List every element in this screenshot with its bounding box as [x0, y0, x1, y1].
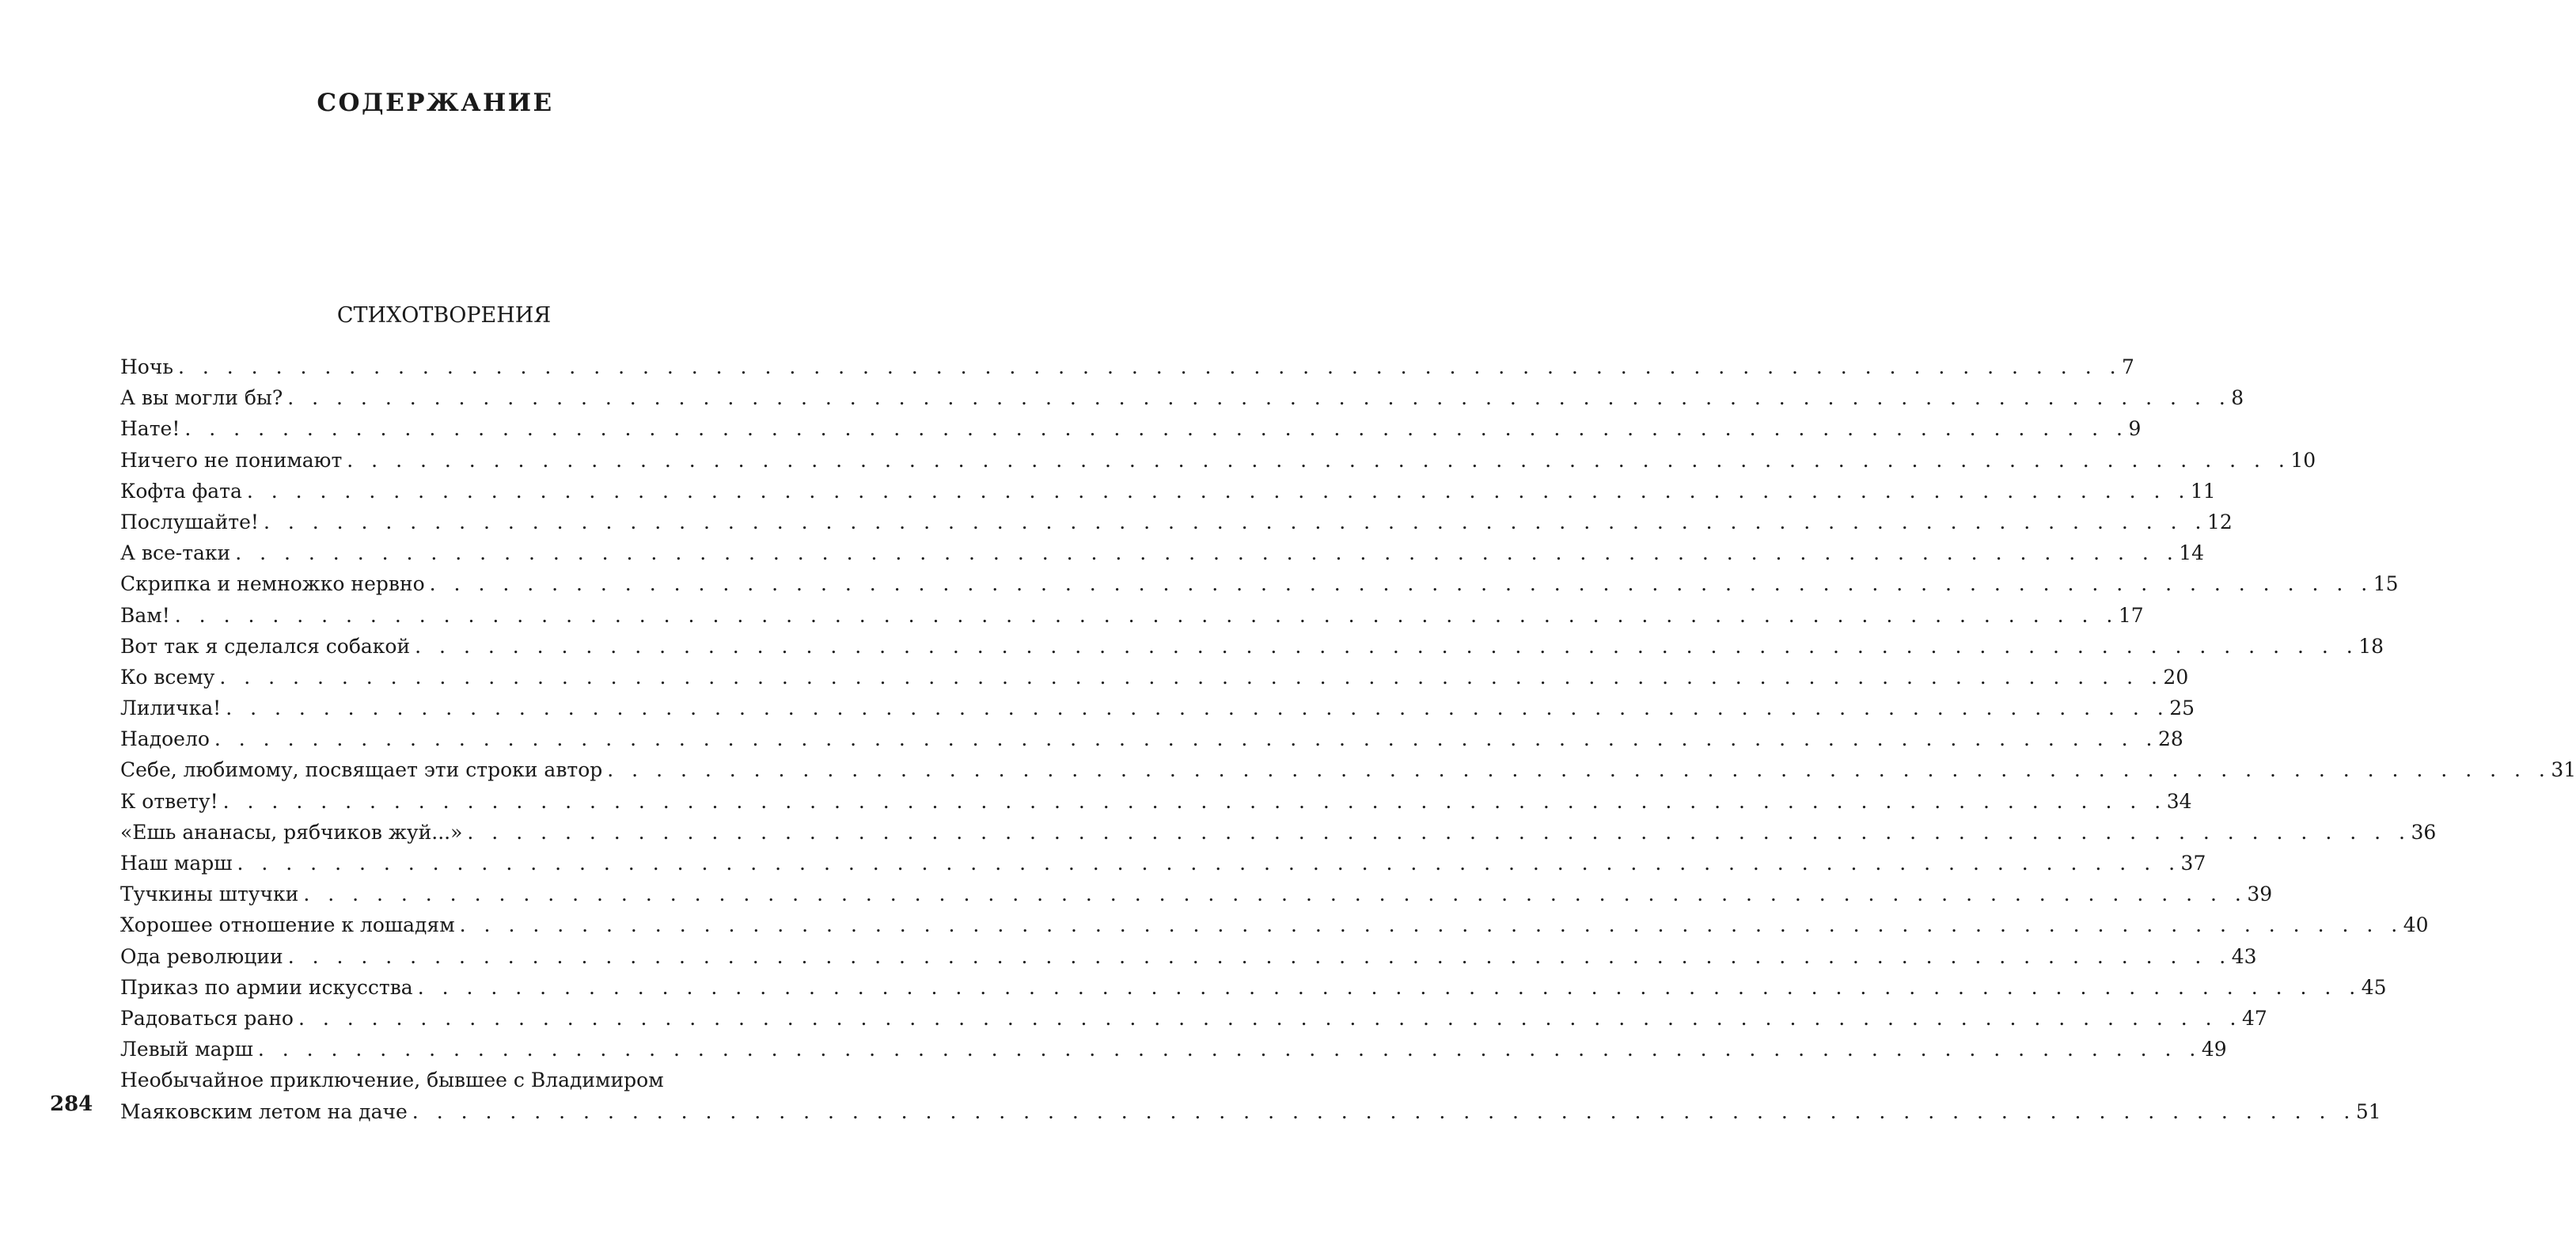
toc-entry: [120, 941, 2257, 972]
toc-entry-title: Вот так я сделался собакой: [120, 634, 411, 658]
toc-entry: [120, 568, 2399, 599]
toc-entry-title: Ода революции: [120, 944, 283, 968]
toc-entry-page: 51: [2355, 1099, 2381, 1123]
toc-entry-page: 14: [2179, 541, 2205, 565]
toc-entry: [120, 817, 2437, 848]
toc-entry-title: Хорошее отношение к лошадям: [120, 913, 455, 937]
toc-entry-title: Радоваться рано: [120, 1006, 294, 1030]
toc-leader-dots: . . . . . . . . . . . . . . . . . . . . . . . . . . . . . . . . . . . . . . . . . . . . . . . . . . . . . . . . . . . . . . . . . . . . . . . . . . . . . . . .: [607, 758, 2551, 782]
toc-entry: [120, 382, 2244, 413]
toc-leader-dots: . . . . . . . . . . . . . . . . . . . . . . . . . . . . . . . . . . . . . . . . . . . . . . . . . . . . . . . . . . . . . . . . . . . . . . . . . . . . . . . .: [263, 510, 2207, 533]
toc-entry-line2: [120, 1096, 2381, 1127]
toc-entry: [120, 786, 2192, 817]
toc-entry: [120, 848, 2206, 879]
toc-entry-title: Вам!: [120, 603, 170, 627]
toc-leader-dots: . . . . . . . . . . . . . . . . . . . . . . . . . . . . . . . . . . . . . . . . . . . . . . . . . . . . . . . . . . . . . . . . . . . . . . . . . . . . . . . .: [174, 603, 2119, 627]
toc-entry: [120, 754, 2576, 785]
toc-entry: [120, 413, 2142, 444]
table-of-contents: [120, 351, 2576, 1127]
toc-entry-page: 43: [2231, 944, 2257, 968]
toc-entry: [120, 909, 2429, 940]
toc-entry-title: Лиличка!: [120, 697, 222, 720]
toc-entry: [120, 507, 2233, 537]
toc-leader-dots: . . . . . . . . . . . . . . . . . . . . . . . . . . . . . . . . . . . . . . . . . . . . . . . . . . . . . . . . . . . . . . . . . . . . . . . . . . . . . . . .: [178, 355, 2123, 378]
toc-leader-dots: . . . . . . . . . . . . . . . . . . . . . . . . . . . . . . . . . . . . . . . . . . . . . . . . . . . . . . . . . . . . . . . . . . . . . . . . . . . . . . . .: [237, 852, 2181, 875]
toc-entry-title: «Ешь ананасы, рябчиков жуй...»: [120, 820, 463, 844]
toc-entry-title: К ответу!: [120, 789, 218, 813]
toc-entry-title-cont: Маяковским летом на даче: [120, 1099, 408, 1123]
toc-leader-dots: . . . . . . . . . . . . . . . . . . . . . . . . . . . . . . . . . . . . . . . . . . . . . . . . . . . . . . . . . . . . . . . . . . . . . . . . . . . . . . . .: [467, 820, 2411, 844]
toc-entry-title: Нате!: [120, 417, 180, 441]
toc-leader-dots: . . . . . . . . . . . . . . . . . . . . . . . . . . . . . . . . . . . . . . . . . . . . . . . . . . . . . . . . . . . . . . . . . . . . . . . . . . . . . . . .: [429, 572, 2373, 596]
page-title: СОДЕРЖАНИЕ: [317, 89, 554, 117]
toc-entry-page: 49: [2201, 1038, 2227, 1061]
toc-entry: [120, 662, 2189, 693]
toc-entry-page: 11: [2190, 479, 2216, 503]
toc-entry-page: 25: [2169, 697, 2195, 720]
toc-entry-line1: [120, 1065, 768, 1095]
toc-leader-dots: . . . . . . . . . . . . . . . . . . . . . . . . . . . . . . . . . . . . . . . . . . . . . . . . . . . . . . . . . . . . . . . . . . . . . . . . . . . . . . . .: [415, 634, 2359, 658]
toc-entry-title: Ночь: [120, 355, 173, 378]
toc-entry: [120, 1034, 2227, 1065]
toc-entry-page: 39: [2247, 883, 2273, 906]
toc-entry-title: Наш марш: [120, 852, 233, 875]
toc-entry: [120, 445, 2316, 476]
toc-leader-dots: . . . . . . . . . . . . . . . . . . . . . . . . . . . . . . . . . . . . . . . . . . . . . . . . . . . . . . . . . . . . . . . . . . . . . . . . . . . . . . . .: [219, 665, 2164, 689]
toc-entry-page: 36: [2411, 820, 2437, 844]
toc-entry-page: 34: [2166, 789, 2192, 813]
toc-entry-title: Ко всему: [120, 665, 215, 689]
toc-entry-page: 7: [2122, 355, 2134, 378]
toc-entry: [120, 537, 2205, 568]
toc-entry-title: Кофта фата: [120, 479, 242, 503]
toc-entry-page: 17: [2118, 603, 2144, 627]
toc-leader-dots: . . . . . . . . . . . . . . . . . . . . . . . . . . . . . . . . . . . . . . . . . . . . . . . . . . . . . . . . . . . . . . . . . . . . . . . . . . . . . . . .: [246, 479, 2191, 503]
toc-entry-title: Левый марш: [120, 1038, 253, 1061]
toc-entry-title: А все-таки: [120, 541, 231, 565]
toc-entry: [120, 693, 2195, 723]
toc-entry-title: Надоело: [120, 727, 210, 751]
toc-entry: [120, 476, 2216, 507]
toc-leader-dots: . . . . . . . . . . . . . . . . . . . . . . . . . . . . . . . . . . . . . . . . . . . . . . . . . . . . . . . . . . . . . . . . . . . . . . . . . . . . . . . .: [459, 913, 2403, 937]
toc-leader-dots: . . . . . . . . . . . . . . . . . . . . . . . . . . . . . . . . . . . . . . . . . . . . . . . . . . . . . . . . . . . . . . . . . . . . . . . . . . . . . . . .: [347, 448, 2291, 472]
section-title: СТИХОТВОРЕНИЯ: [336, 303, 552, 328]
toc-entry: [120, 723, 2183, 754]
toc-leader-dots: . . . . . . . . . . . . . . . . . . . . . . . . . . . . . . . . . . . . . . . . . . . . . . . . . . . . . . . . . . . . . . . . . . . . . . . . . . . . . . . .: [287, 386, 2232, 410]
toc-leader-dots: . . . . . . . . . . . . . . . . . . . . . . . . . . . . . . . . . . . . . . . . . . . . . . . . . . . . . . . . . . . . . . . . . . . . . . . . . . . . . . . .: [222, 789, 2167, 813]
toc-entry-page: 20: [2163, 665, 2189, 689]
toc-entry: [120, 1003, 2267, 1034]
toc-entry-page: 28: [2157, 727, 2183, 751]
toc-entry: [120, 600, 2144, 631]
toc-leader-dots: . . . . . . . . . . . . . . . . . . . . . . . . . . . . . . . . . . . . . . . . . . . . . . . . . . . . . . . . . . . . . . . . . . . . . . . . . . . . . . . .: [287, 944, 2232, 968]
toc-leader-dots: . . . . . . . . . . . . . . . . . . . . . . . . . . . . . . . . . . . . . . . . . . . . . . . . . . . . . . . . . . . . . . . . . . . . . . . . . . . . . . . .: [412, 1099, 2356, 1123]
toc-entry: [120, 351, 2134, 382]
toc-entry-page: 12: [2206, 510, 2233, 533]
toc-leader-dots: . . . . . . . . . . . . . . . . . . . . . . . . . . . . . . . . . . . . . . . . . . . . . . . . . . . . . . . . . . . . . . . . . . . . . . . . . . . . . . . .: [298, 1006, 2242, 1030]
toc-leader-dots: . . . . . . . . . . . . . . . . . . . . . . . . . . . . . . . . . . . . . . . . . . . . . . . . . . . . . . . . . . . . . . . . . . . . . . . . . . . . . . . .: [235, 541, 2180, 565]
toc-entry-title: Послушайте!: [120, 510, 259, 533]
toc-leader-dots: . . . . . . . . . . . . . . . . . . . . . . . . . . . . . . . . . . . . . . . . . . . . . . . . . . . . . . . . . . . . . . . . . . . . . . . . . . . . . . . .: [226, 697, 2170, 720]
toc-entry-page: 8: [2231, 386, 2244, 410]
toc-leader-dots: . . . . . . . . . . . . . . . . . . . . . . . . . . . . . . . . . . . . . . . . . . . . . . . . . . . . . . . . . . . . . . . . . . . . . . . . . . . . . . . .: [303, 883, 2248, 906]
toc-entry-page: 47: [2241, 1006, 2267, 1030]
toc-leader-dots: . . . . . . . . . . . . . . . . . . . . . . . . . . . . . . . . . . . . . . . . . . . . . . . . . . . . . . . . . . . . . . . . . . . . . . . . . . . . . . . .: [417, 975, 2362, 999]
toc-entry-page: 9: [2128, 417, 2142, 441]
toc-entry-title: Тучкины штучки: [120, 883, 299, 906]
toc-leader-dots: . . . . . . . . . . . . . . . . . . . . . . . . . . . . . . . . . . . . . . . . . . . . . . . . . . . . . . . . . . . . . . . . . . . . . . . . . . . . . . . .: [214, 727, 2158, 751]
toc-entry-page: 40: [2403, 913, 2429, 937]
toc-entry: [120, 972, 2387, 1003]
toc-entry-title: А вы могли бы?: [120, 386, 283, 410]
toc-entry-title: Себе, любимому, посвящает эти строки автор: [120, 758, 603, 782]
page-number: 284: [50, 1092, 93, 1116]
toc-leader-dots: . . . . . . . . . . . . . . . . . . . . . . . . . . . . . . . . . . . . . . . . . . . . . . . . . . . . . . . . . . . . . . . . . . . . . . . . . . . . . . . .: [257, 1038, 2202, 1061]
toc-entry-title: Приказ по армии искусства: [120, 975, 413, 999]
toc-entry-page: 15: [2373, 572, 2399, 596]
toc-entry: [120, 879, 2273, 909]
toc-entry-title: Ничего не понимают: [120, 448, 343, 472]
toc-entry-title: Необычайное приключение, бывшее с Владимиром: [120, 1069, 664, 1092]
toc-entry-page: 31: [2551, 758, 2576, 782]
toc-entry-page: 10: [2290, 448, 2316, 472]
toc-leader-dots: . . . . . . . . . . . . . . . . . . . . . . . . . . . . . . . . . . . . . . . . . . . . . . . . . . . . . . . . . . . . . . . . . . . . . . . . . . . . . . . .: [184, 417, 2129, 441]
toc-entry-page: 45: [2361, 975, 2387, 999]
toc-entry-title: Скрипка и немножко нервно: [120, 572, 425, 596]
toc-entry-page: 18: [2358, 634, 2384, 658]
toc-entry-page: 37: [2180, 852, 2206, 875]
toc-entry: [120, 631, 2384, 662]
